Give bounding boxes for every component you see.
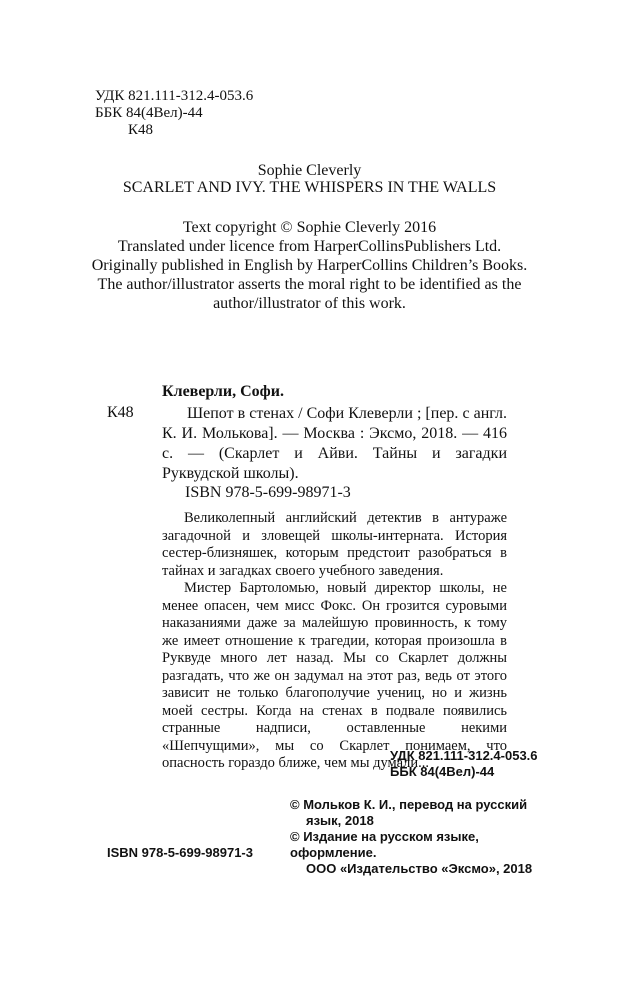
annotation-udk: УДК 821.111-312.4-053.6 [390, 748, 538, 763]
imprint-block [290, 797, 550, 877]
copyright-line: Text copyright © Sophie Cleverly 2016 [182, 219, 437, 236]
original-credits [0, 162, 619, 196]
edition-copyright: © Издание на русском языке, оформление. [290, 829, 479, 860]
translation-copyright: © Мольков К. И., перевод на русский [290, 797, 528, 812]
translation-copyright-cont: язык, 2018 [306, 813, 374, 828]
annotation-bbk: ББК 84(4Вел)-44 [390, 764, 495, 779]
original-title: SCARLET AND IVY. THE WHISPERS IN THE WALLS [122, 179, 497, 196]
annotation [162, 510, 507, 773]
copyright-line: Originally published in English by HarperCollins Children’s Books. [91, 257, 528, 274]
bibliography-author-heading: Клеверли, Софи. [162, 383, 284, 400]
copyright-line: author/illustrator of this work. [213, 295, 406, 312]
copyright-notice [0, 218, 619, 313]
author-code: К48 [128, 122, 154, 138]
annotation-codes [390, 748, 538, 780]
bibliography-code: К48 [107, 404, 134, 421]
bibliography-isbn: ISBN 978-5-699-98971-3 [185, 484, 351, 501]
copyright-line: The author/illustrator asserts the moral right to be identified as the [97, 276, 522, 293]
copyright-line: Translated under licence from HarperCollinsPublishers Ltd. [117, 238, 502, 255]
annotation-paragraph: Великолепный английский детектив в антураже загадочной и зловещей школы-интерната. История сестер-близняшек, которым предстоит разобраться в тайнах и загадках своего учебного заведения. [162, 510, 507, 579]
classification-codes [95, 88, 253, 139]
bibliography-description: Шепот в стенах / Софи Клеверли ; [пер. с англ. К. И. Молькова]. — Москва : Эксмо, 2018. — 416 с. — (Скарлет и Айви. Тайны и загадки Руквудской школы). [162, 405, 507, 482]
original-author: Sophie Cleverly [257, 162, 362, 179]
isbn-bottom: ISBN 978-5-699-98971-3 [107, 845, 253, 860]
udk-code: УДК 821.111-312.4-053.6 [95, 88, 254, 104]
annotation-paragraph: Мистер Бартоломью, новый директор школы, не менее опасен, чем мисс Фокс. Он грозится суровыми наказаниями даже за малейшую провинность, к тому же имеет отношение к трагедии, которая произошла в Руквуде много лет назад. Мы со Скарлет должны разгадать, что же он задумал на этот раз, ведь от этого зависит не только благополучие учениц, но и жизнь моей сестры. Когда на стенах в подвале появились странные надписи, оставленные некими «Шепчущими», мы со Скарлет понимаем, что опасность гораздо ближе, чем мы думали... [162, 580, 507, 771]
bbk-code: ББК 84(4Вел)-44 [95, 105, 203, 121]
edition-copyright-cont: ООО «Издательство «Эксмо», 2018 [306, 861, 533, 876]
